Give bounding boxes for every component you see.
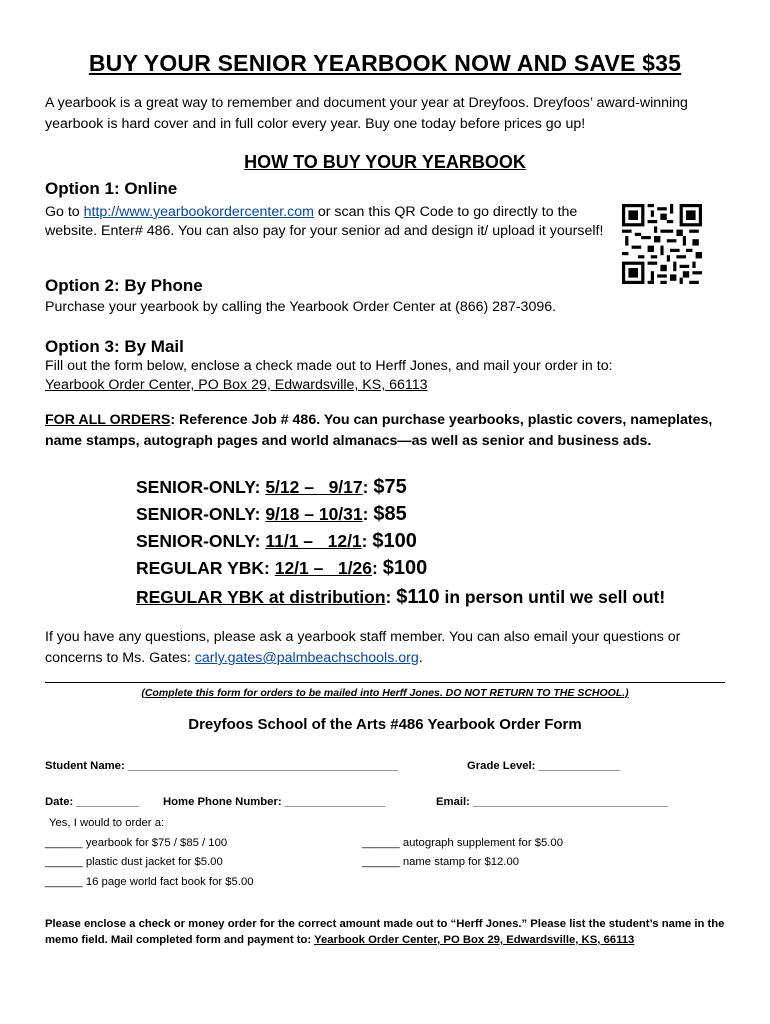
option1-text-after: or scan this QR Code to go directly to the website. Enter# 486. You can also pay for your senior ad and design it/ upload it yourself! [45, 204, 604, 239]
price-amount: $85 [373, 503, 407, 525]
page-title: BUY YOUR SENIOR YEARBOOK NOW AND SAVE $35 [88, 50, 682, 76]
form-title: Dreyfoos School of the Arts #486 Yearbook Order Form [188, 716, 582, 733]
option3-heading: Option 3: By Mail [45, 337, 184, 356]
option1-text-before: Go to [45, 204, 84, 220]
date-field[interactable]: Date: __________ [45, 796, 140, 808]
all-orders-label: FOR ALL ORDERS [45, 412, 171, 428]
qr-code[interactable] [622, 204, 702, 284]
howto-heading: HOW TO BUY YOUR YEARBOOK [244, 152, 526, 172]
price-row: SENIOR-ONLY: 11/1 – 12/1: $100 [136, 530, 417, 552]
price-dates: 11/1 – 12/1 [265, 531, 362, 551]
questions-end: . [418, 650, 423, 666]
option2-heading: Option 2: By Phone [45, 276, 203, 295]
price-label: SENIOR-ONLY: [136, 477, 266, 497]
dust-jacket-option[interactable]: ______ plastic dust jacket for $5.00 [45, 856, 223, 868]
all-orders-paragraph [45, 410, 725, 452]
price-extra: in person until we sell out! [439, 587, 666, 607]
price-dates: 5/12 – 9/17 [265, 477, 363, 497]
price-amount: $75 [373, 476, 407, 498]
price-label: REGULAR YBK: [136, 558, 275, 578]
intro-paragraph: A yearbook is a great way to remember and document your year at Dreyfoos. Dreyfoos’ award-winning yearbook is hard cover and in full color every year. Buy one today before prices go up! [45, 95, 688, 132]
price-label: SENIOR-ONLY: [136, 531, 266, 551]
name-stamp-option[interactable]: ______ name stamp for $12.00 [362, 856, 520, 868]
student-name-field[interactable]: Student Name: ___________________________________________ [45, 760, 399, 772]
price-row: REGULAR YBK at distribution: $110 in person until we sell out! [136, 586, 666, 608]
price-row: SENIOR-ONLY: 9/18 – 10/31: $85 [136, 503, 407, 525]
all-orders-text: : Reference Job # 486. You can purchase yearbooks, plastic covers, nameplates, name stamps, autograph pages and world almanacs—as well as senior and business ads. [45, 412, 713, 449]
order-intro: Yes, I would to order a: [49, 817, 165, 829]
order-center-link[interactable]: http://www.yearbookordercenter.com [83, 204, 314, 220]
teacher-email-link[interactable]: carly.gates@palmbeachschools.org [194, 650, 419, 666]
payment-instructions [45, 916, 725, 948]
price-dates: REGULAR YBK at distribution [136, 587, 386, 607]
yearbook-option[interactable]: ______ yearbook for $75 / $85 / 100 [45, 837, 228, 849]
payment-address: Yearbook Order Center, PO Box 29, Edwardsville, KS, 66113 [314, 934, 635, 946]
option1-heading: Option 1: Online [45, 179, 178, 198]
option3-text: Fill out the form below, enclose a check made out to Herff Jones, and mail your order in to: [45, 358, 613, 374]
price-dates: 12/1 – 1/26 [274, 558, 373, 578]
price-label: SENIOR-ONLY: [136, 504, 266, 524]
autograph-option[interactable]: ______ autograph supplement for $5.00 [362, 837, 563, 849]
option2-text: Purchase your yearbook by calling the Yearbook Order Center at (866) 287-3096. [45, 299, 557, 315]
email-field[interactable]: Email: _______________________________ [436, 796, 668, 808]
payment-text: Please enclose a check or money order for the correct amount made out to “Herff Jones.” Please list the student’s name in the memo field. Mail completed form and payment to: [45, 918, 725, 946]
price-amount: $110 [396, 586, 440, 608]
price-row: SENIOR-ONLY: 5/12 – 9/17: $75 [136, 476, 407, 498]
form-note: (Complete this form for orders to be mailed into Herff Jones. DO NOT RETURN TO THE SCHOOL.) [141, 687, 629, 699]
questions-text: If you have any questions, please ask a yearbook staff member. You can also email your questions or concerns to Ms. Gates: [45, 629, 681, 666]
grade-level-field[interactable]: Grade Level: _____________ [467, 760, 621, 772]
option1-text [45, 203, 605, 241]
mailing-address: Yearbook Order Center, PO Box 29, Edwardsville, KS, 66113 [45, 377, 428, 393]
price-row: REGULAR YBK: 12/1 – 1/26: $100 [136, 557, 428, 579]
fact-book-option[interactable]: ______ 16 page world fact book for $5.00 [45, 876, 254, 888]
questions-paragraph [45, 627, 735, 669]
price-amount: $100 [382, 557, 428, 579]
home-phone-field[interactable]: Home Phone Number: ________________ [163, 796, 386, 808]
divider [45, 682, 725, 683]
price-dates: 9/18 – 10/31 [265, 504, 363, 524]
price-amount: $100 [372, 530, 417, 552]
